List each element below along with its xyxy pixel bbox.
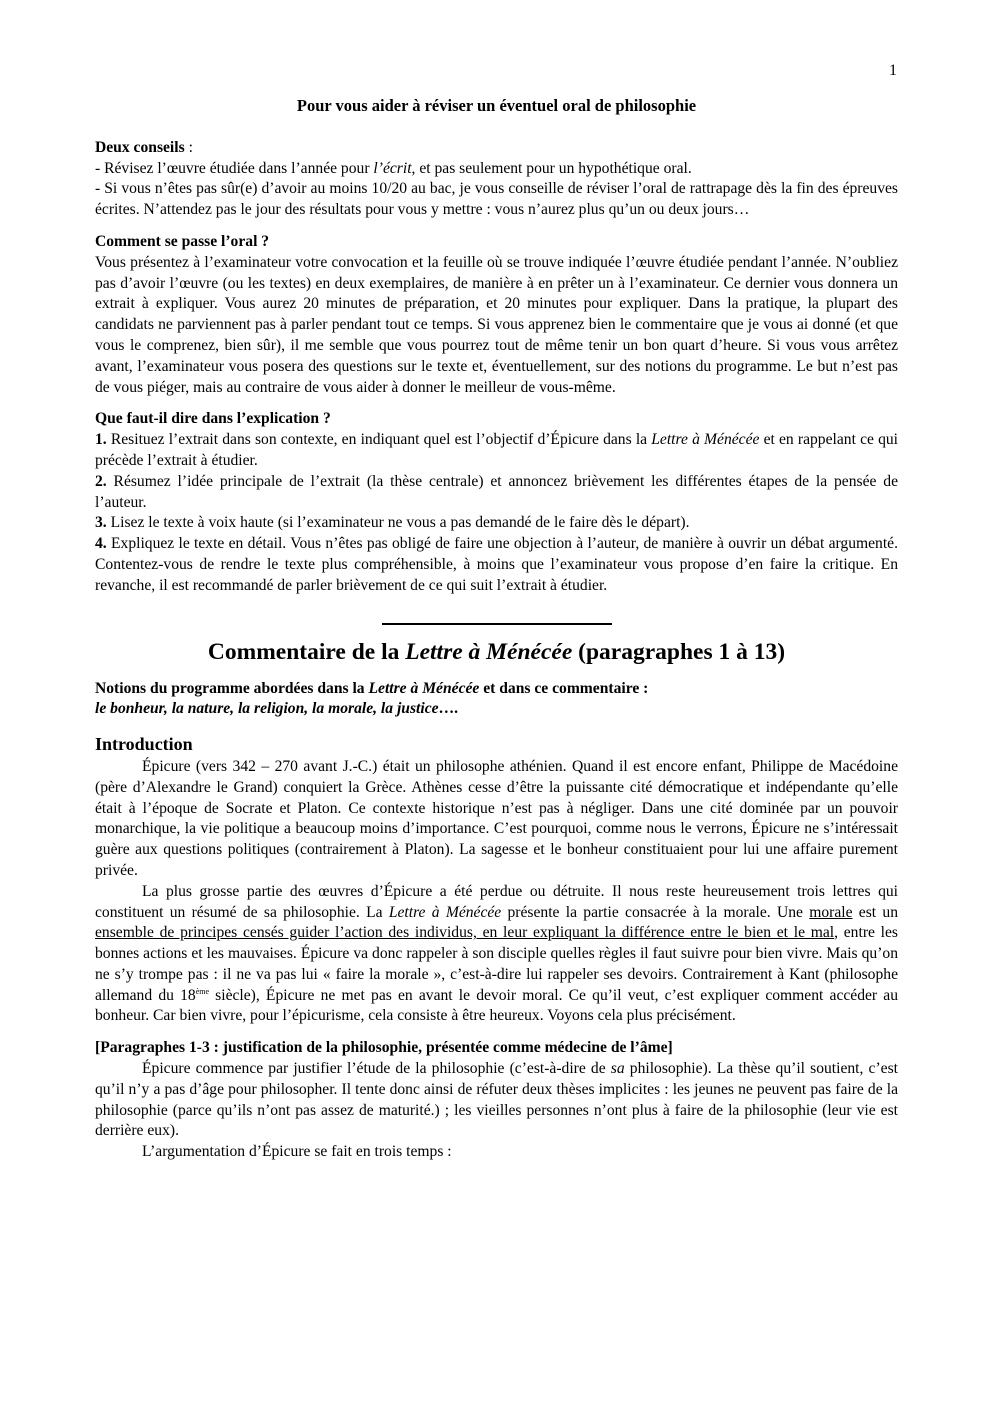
- paragraphes-paragraph-2: L’argumentation d’Épicure se fait en trois temps :: [142, 1143, 452, 1161]
- explication-section: [95, 409, 898, 596]
- oral-section: [95, 232, 898, 398]
- conseil-1: [95, 159, 898, 180]
- commentaire-title-text: Commentaire de la: [207, 638, 406, 665]
- p2-underline-definition: ensemble de principes censés guider l’action des individus, en leur expliquant la différence entre le bien et le mal: [95, 924, 835, 942]
- conseil-1-text-end: , et pas seulement pour un hypothétique oral.: [411, 159, 692, 177]
- document-page: [95, 60, 898, 1174]
- notions-list: [95, 699, 898, 720]
- explication-item: [95, 430, 898, 472]
- commentaire-title: [95, 637, 898, 667]
- oral-text: Vous présentez à l’examinateur votre convocation et la feuille où se trouve indiquée l’œuvre étudiée pendant l’année. N’oubliez pas d’avoir l’œuvre (ou les textes) en deux exemplaires, de manière à en prêter un à l’examinateur. Ce dernier vous donnera un extrait à expliquer. Vous aurez 20 minutes de préparation, et 20 minutes pour expliquer. Dans la pratique, la plupart des candidats ne parviennent pas à parler pendant tout ce temps. Si vous apprenez bien le commentaire que je vous ai donné (et que vous le comprenez, bien sûr), il me semble que vous pourrez tout de même tenir un bon quart d’heure. Si vous vous arrêtez avant, l’examinateur vous posera des questions sur le texte et, éventuellement, sur des notions du programme. Le but n’est pas de vous piéger, mais au contraire de vous aider à donner le meilleur de vous-même.: [95, 253, 898, 396]
- page-title: Pour vous aider à réviser un éventuel oral de philosophie: [296, 96, 697, 115]
- section-divider: [382, 623, 612, 625]
- paragraphes-paragraph-1: [95, 1059, 898, 1142]
- item-text: Lisez le texte à voix haute (si l’examinateur ne vous a pas demandé de le faire dès le départ).: [106, 514, 690, 532]
- conseils-heading-line: [95, 138, 898, 159]
- conseil-2: - Si vous n’êtes pas sûr(e) d’avoir au moins 10/20 au bac, je vous conseille de réviser l’oral de rattrapage dès la fin des épreuves écrites. N’attendez pas le jour des résultats pour vous y mettre : vous n’aurez plus qu’un ou deux jours…: [95, 180, 898, 219]
- pp1-text-a: Épicure commence par justifier l’étude de la philosophie (c’est-à-dire de: [142, 1060, 611, 1078]
- notions-ellipsis: ….: [438, 700, 459, 718]
- item-number: 4.: [95, 535, 107, 553]
- notions-heading: [95, 679, 898, 700]
- commentaire-title-emphasis: Lettre à Ménécée: [405, 638, 573, 665]
- introduction-heading: Introduction: [95, 734, 193, 755]
- item-number: 1.: [95, 431, 107, 449]
- item-number: 2.: [95, 472, 107, 490]
- notions-text: Notions du programme abordées dans la: [95, 679, 369, 697]
- notions-emphasis: Lettre à Ménécée: [368, 679, 480, 697]
- introduction-paragraph-2: [95, 882, 898, 1028]
- p2-superscript: ème: [195, 986, 210, 996]
- notions-list-text: le bonheur, la nature, la religion, la morale, la justice: [95, 700, 439, 718]
- introduction-paragraph-1: Épicure (vers 342 – 270 avant J.-C.) était un philosophe athénien. Quand il est encore enfant, Philippe de Macédoine (père d’Alexandre le Grand) conquiert la Grèce. Athènes cesse d’être la puissante cité démocratique et indépendante qu’elle était à l’époque de Socrate et Platon. Ce contexte historique n’est pas à négliger. Dans une cité dominée par un pouvoir monarchique, la vie politique a beaucoup moins d’importance. C’est pourquoi, comme nous le verrons, Épicure ne s’intéressait guère aux questions politiques (contrairement à Platon). La sagesse et le bonheur constituaient pour lui une affaire purement privée.: [95, 757, 898, 879]
- conseils-section: [95, 138, 898, 221]
- p2-underline-morale: morale: [809, 903, 853, 921]
- heading-colon: :: [184, 138, 193, 156]
- p2-text-c: est un: [852, 903, 898, 921]
- p2-text-d: , entre les bonnes actions et les mauvaises. Épicure va donc rappeler à son disciple quelles règles il faut suivre pour bien vivre. Mais qu’on ne s’y trompe pas : il ne va pas lui « faire la morale », c’est-à-dire lui rappeler ses devoirs. Contrairement à Kant (philosophe allemand du 18: [95, 924, 898, 1004]
- item-text: Resituez l’extrait dans son contexte, en indiquant quel est l’objectif d’Épicure dans la: [106, 431, 652, 449]
- conseils-heading: Deux conseils: [95, 138, 185, 156]
- item-emphasis: Lettre à Ménécée: [651, 431, 760, 449]
- notions-block: [95, 679, 898, 721]
- item-text: Expliquez le texte en détail. Vous n’êtes pas obligé de faire une objection à l’auteur, de manière à ouvrir un débat argumenté. Contentez-vous de rendre le texte plus compréhensible, à moins que l’examinateur vous propose d’en faire la critique. En revanche, il est recommandé de parler brièvement de ce qui suit l’extrait à étudier.: [95, 535, 898, 594]
- p2-emphasis: Lettre à Ménécée: [388, 903, 502, 921]
- paragraphes-section: [95, 1038, 898, 1163]
- p2-text-e: siècle), Épicure ne met pas en avant le devoir moral. Ce qu’il veut, c’est expliquer comment accéder au bonheur. Car bien vivre, pour l’épicurisme, cela consiste à être heureux. Voyons cela plus précisément.: [95, 986, 899, 1025]
- oral-heading: Comment se passe l’oral ?: [95, 232, 270, 250]
- explication-item: [95, 472, 898, 514]
- explication-heading: Que faut-il dire dans l’explication ?: [95, 410, 331, 428]
- pp1-text-b: philosophie). La thèse qu’il soutient, c’est qu’il n’y a pas d’âge pour philosopher. Il tente donc ainsi de réfuter deux thèses implicites : les jeunes ne peuvent pas faire de la philosophie (parce qu’ils n’ont pas assez de maturité.) ; les vieilles personnes n’ont plus à faire de la philosophie (leur vie est derrière eux).: [95, 1060, 898, 1140]
- conseil-1-emphasis: l’écrit: [373, 159, 412, 177]
- item-text-end: et en rappelant ce qui précède l’extrait à étudier.: [95, 431, 898, 469]
- introduction-section: [95, 734, 898, 1027]
- item-text: Résumez l’idée principale de l’extrait (la thèse centrale) et annoncez brièvement les différentes étapes de la pensée de l’auteur.: [95, 472, 898, 511]
- explication-item: [95, 534, 898, 596]
- page-number: 1: [889, 62, 897, 79]
- commentaire-title-end: (paragraphes 1 à 13): [572, 638, 786, 665]
- item-number: 3.: [95, 514, 107, 532]
- paragraphes-heading: [Paragraphes 1-3 : justification de la philosophie, présentée comme médecine de l’âme]: [95, 1039, 673, 1057]
- conseil-1-text: - Révisez l’œuvre étudiée dans l’année pour: [95, 159, 374, 177]
- explication-item: [95, 513, 898, 534]
- p2-text-b: présente la partie consacrée à la morale. Une: [501, 903, 810, 921]
- notions-text-end: et dans ce commentaire :: [479, 679, 649, 697]
- pp1-emphasis: sa: [610, 1060, 625, 1078]
- p2-text-a: La plus grosse partie des œuvres d’Épicure a été perdue ou détruite. Il nous reste heureusement trois lettres qui constituent un résumé de sa philosophie. La: [95, 882, 898, 921]
